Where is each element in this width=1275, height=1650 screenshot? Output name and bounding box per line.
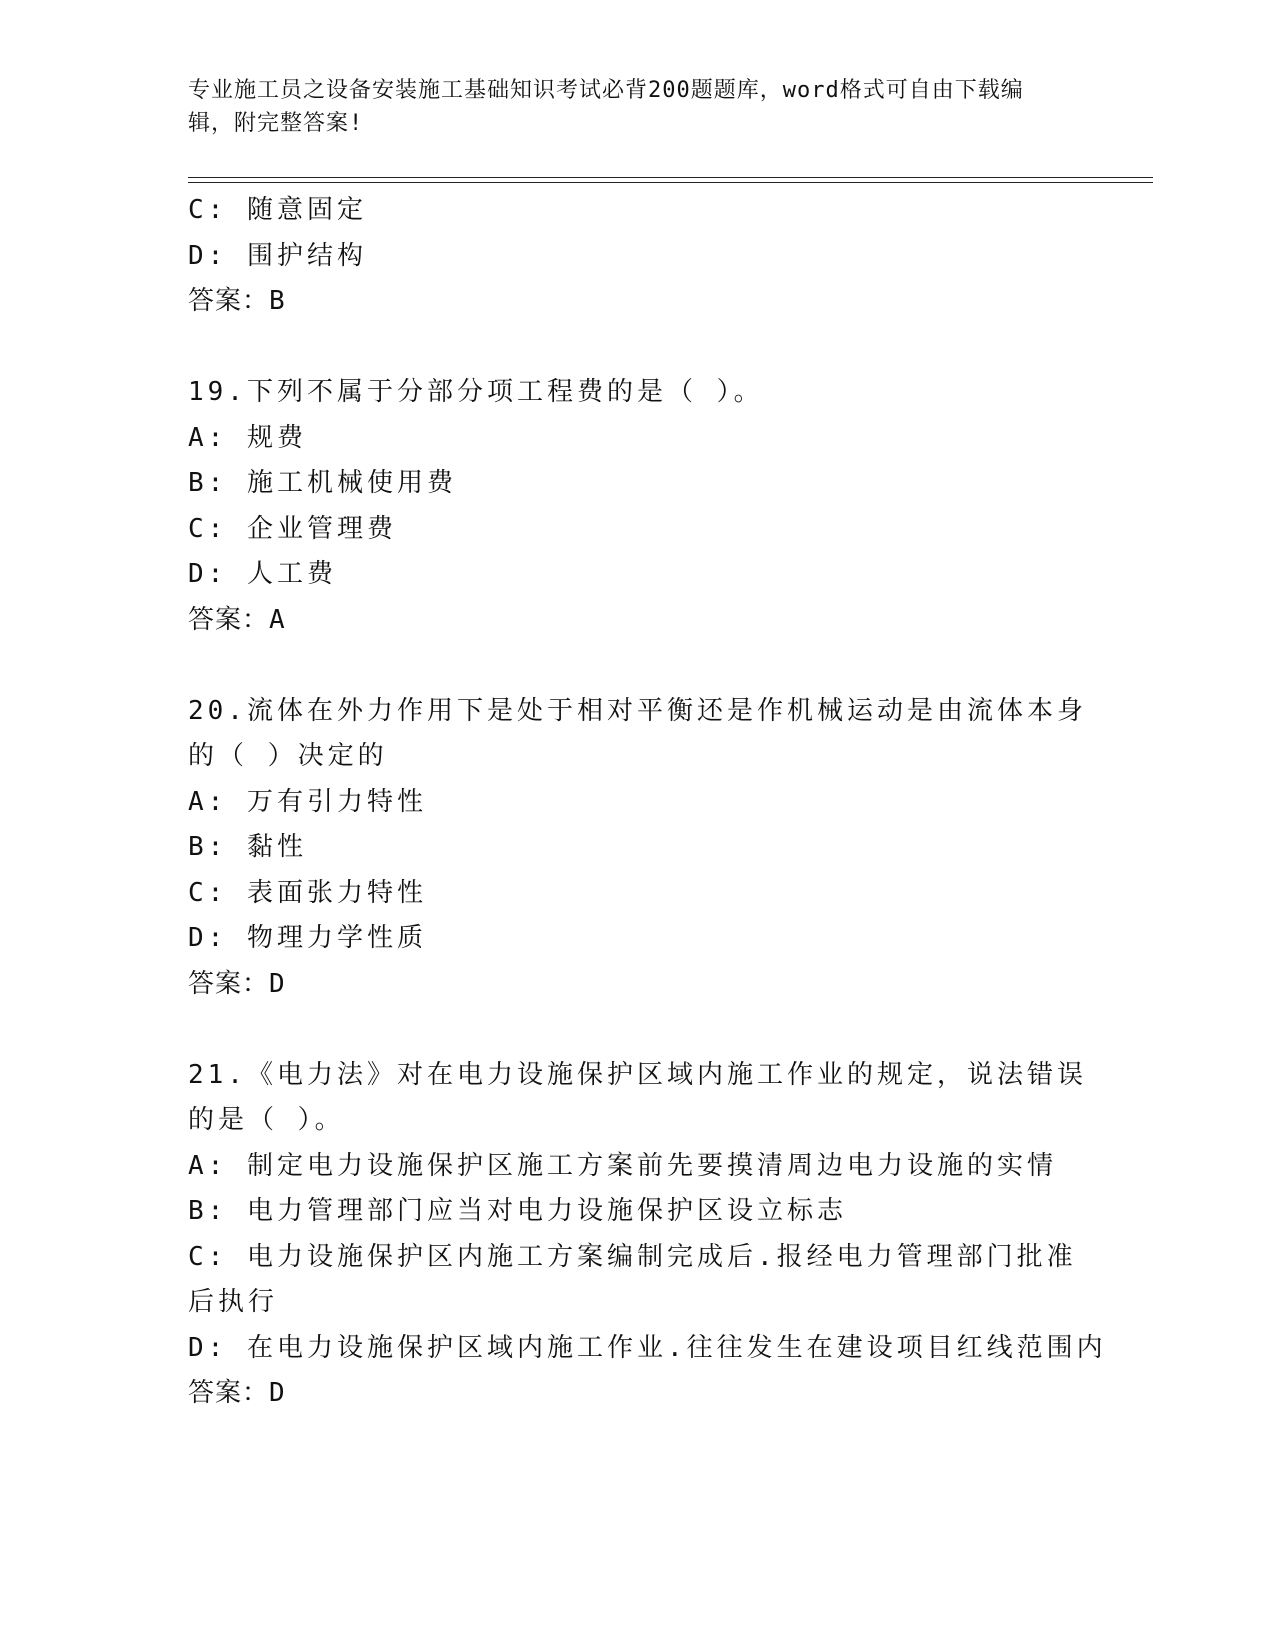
option-key: C: — [188, 1241, 228, 1272]
option-text: 制定电力设施保护区施工方案前先要摸清周边电力设施的实情 — [246, 1150, 1057, 1181]
option-b — [188, 461, 1088, 507]
option-key: C: — [188, 877, 228, 908]
option-a — [188, 780, 1088, 826]
option-d — [188, 234, 1088, 280]
spacer — [188, 643, 1088, 689]
header-title: 专业施工员之设备安装施工基础知识考试必背200题题库，word格式可自由下载编辑，附完整答案! — [188, 78, 1024, 136]
option-c — [188, 188, 1088, 234]
option-text: 在电力设施保护区域内施工作业.往往发生在建设项目红线范围内 — [246, 1332, 1107, 1363]
option-key: A: — [188, 786, 228, 817]
question-list — [188, 188, 1107, 1417]
option-key: D: — [188, 559, 228, 589]
option-text: 规费 — [246, 422, 307, 453]
option-key: A: — [188, 1150, 228, 1181]
option-c — [188, 1235, 1088, 1326]
question-20 — [188, 689, 1088, 1008]
option-d — [188, 552, 1088, 598]
option-text: 物理力学性质 — [246, 923, 427, 953]
option-key: B: — [188, 832, 228, 862]
option-key: D: — [188, 923, 228, 953]
document-header — [188, 74, 1068, 140]
option-b — [188, 825, 1088, 871]
option-key: B: — [188, 1196, 228, 1226]
option-text: 随意固定 — [246, 195, 367, 225]
option-text: 围护结构 — [246, 240, 367, 271]
question-21 — [188, 1053, 1107, 1417]
option-text: 电力管理部门应当对电力设施保护区设立标志 — [246, 1196, 847, 1226]
option-text: 黏性 — [246, 832, 307, 862]
option-text: 企业管理费 — [246, 513, 397, 544]
option-d — [188, 1326, 1107, 1372]
option-text: 施工机械使用费 — [246, 468, 457, 498]
option-text: 表面张力特性 — [246, 877, 427, 908]
answer-line: 答案：D — [188, 968, 286, 999]
option-key: D: — [188, 240, 228, 271]
spacer — [188, 325, 1088, 371]
question-stem: 21.《电力法》对在电力设施保护区域内施工作业的规定，说法错误的是（ ）。 — [188, 1059, 1087, 1135]
question-19 — [188, 370, 1088, 643]
header-divider-bottom — [188, 182, 1153, 183]
option-c — [188, 507, 1088, 553]
option-text: 万有引力特性 — [246, 786, 427, 817]
option-c — [188, 871, 1088, 917]
option-text: 电力设施保护区内施工方案编制完成后.报经电力管理部门批准后执行 — [188, 1241, 1077, 1317]
option-b — [188, 1189, 1088, 1235]
option-key: B: — [188, 468, 228, 498]
question-stem: 20.流体在外力作用下是处于相对平衡还是作机械运动是由流体本身的（ ）决定的 — [188, 695, 1087, 771]
option-key: A: — [188, 422, 228, 453]
option-key: C: — [188, 195, 228, 225]
option-text: 人工费 — [246, 559, 337, 589]
question-stem: 19.下列不属于分部分项工程费的是（ ）。 — [188, 377, 764, 407]
option-a — [188, 1144, 1088, 1190]
answer-line: 答案：A — [188, 604, 286, 635]
header-divider-top — [188, 177, 1153, 178]
option-d — [188, 916, 1088, 962]
option-key: C: — [188, 513, 228, 544]
answer-line: 答案：D — [188, 1378, 286, 1408]
option-key: D: — [188, 1332, 228, 1363]
spacer — [188, 1007, 1088, 1053]
option-a — [188, 416, 1088, 462]
answer-line: 答案：B — [188, 286, 286, 316]
continued-question — [188, 188, 1088, 325]
